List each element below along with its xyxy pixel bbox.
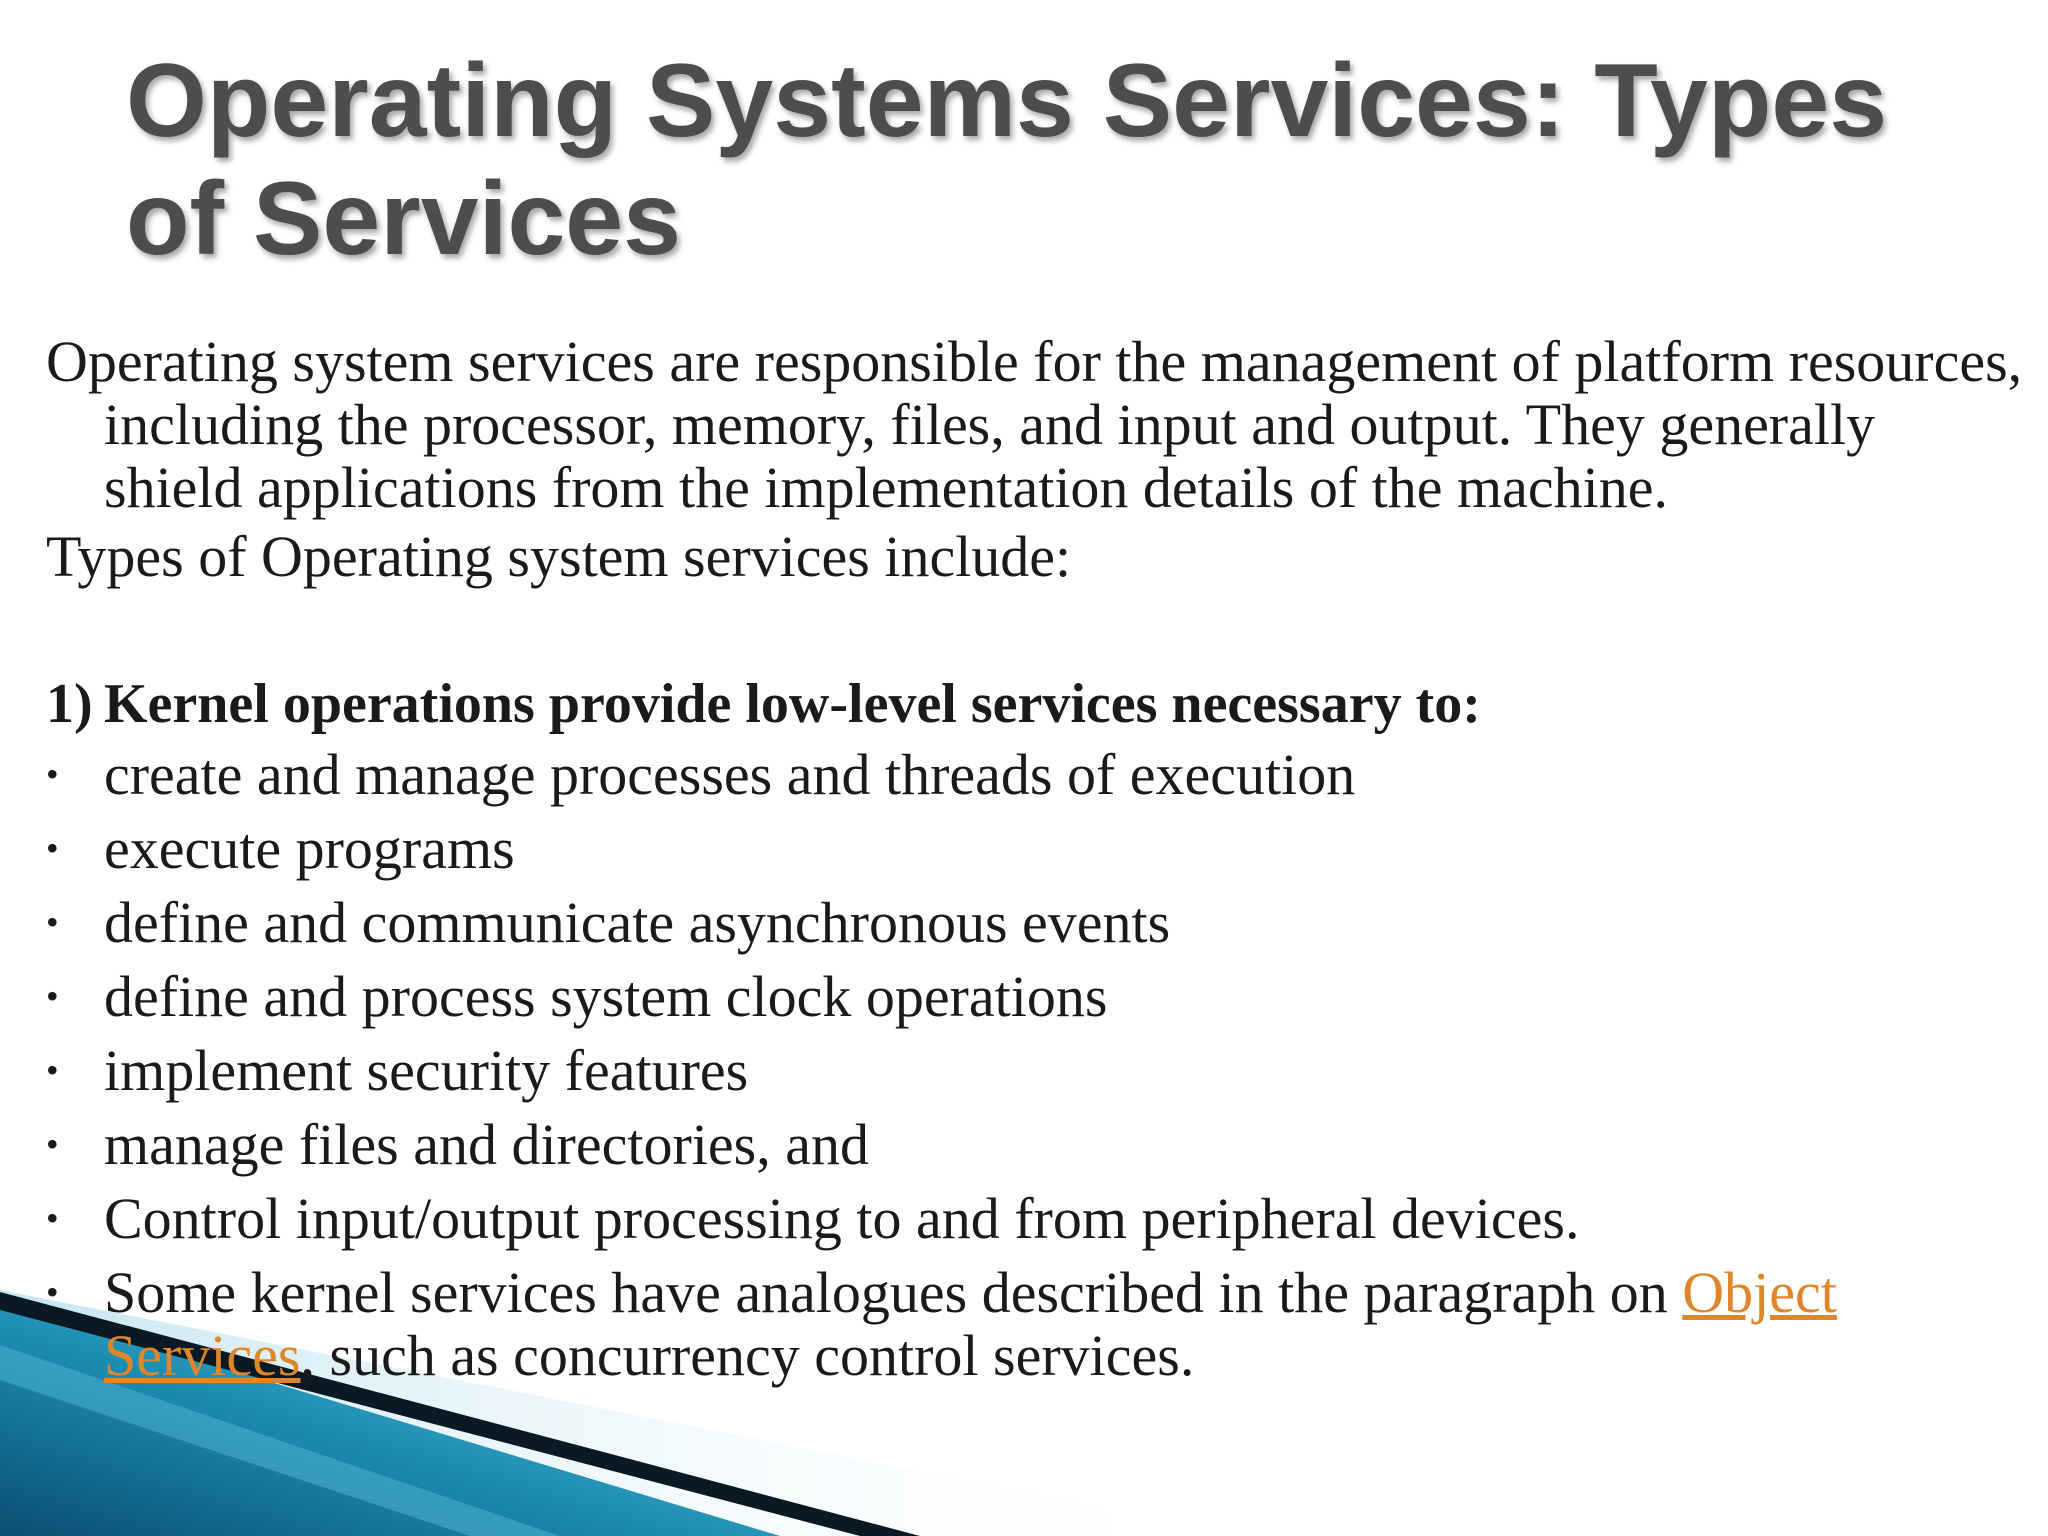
- list-item: [46, 891, 2026, 954]
- list-item-text: define and communicate asynchronous events: [104, 890, 1171, 955]
- list-item-text: create and manage processes and threads of execution: [104, 742, 1356, 807]
- bullet-icon: •: [46, 754, 59, 794]
- list-item-text: manage files and directories, and: [104, 1112, 869, 1177]
- list-item: [46, 1039, 2026, 1102]
- list-item: [46, 1187, 2026, 1250]
- list-item-text-before-link: Some kernel services have analogues described in the paragraph on: [104, 1260, 1683, 1325]
- bullet-icon: •: [46, 902, 59, 942]
- bullet-icon: •: [46, 1272, 59, 1312]
- list-item: [46, 1261, 2026, 1387]
- list-item: [46, 965, 2026, 1028]
- object-services-link[interactable]: Object Services: [104, 1260, 1837, 1388]
- list-item-text: execute programs: [104, 816, 515, 881]
- types-intro-line: Types of Operating system services include:: [46, 524, 1072, 589]
- bullet-icon: •: [46, 976, 59, 1016]
- slide-title: Operating Systems Services: Types of Services: [126, 43, 1888, 277]
- intro-paragraph: Operating system services are responsible for the management of platform resources, including the processor, memory, files, and input and output. They generally shield applications from the implementation details of the machine.: [46, 329, 2023, 520]
- bullet-icon: •: [46, 828, 59, 868]
- bullet-icon: •: [46, 1050, 59, 1090]
- list-item-text: Control input/output processing to and from peripheral devices.: [104, 1186, 1580, 1251]
- list-item-text: implement security features: [104, 1038, 749, 1103]
- slide-body: [46, 330, 2026, 1398]
- bullet-icon: •: [46, 1198, 59, 1238]
- kernel-services-list: [46, 743, 2026, 1387]
- list-item: [46, 1113, 2026, 1176]
- kernel-heading-text: Kernel operations provide low-level services necessary to:: [104, 673, 1481, 735]
- list-item: [46, 743, 2026, 806]
- list-item: [46, 817, 2026, 880]
- kernel-heading-number: 1): [46, 673, 93, 735]
- bullet-icon: •: [46, 1124, 59, 1164]
- list-item-text-after-link: , such as concurrency control services.: [300, 1323, 1195, 1388]
- list-item-text: define and process system clock operations: [104, 964, 1108, 1029]
- kernel-heading: [46, 671, 2026, 737]
